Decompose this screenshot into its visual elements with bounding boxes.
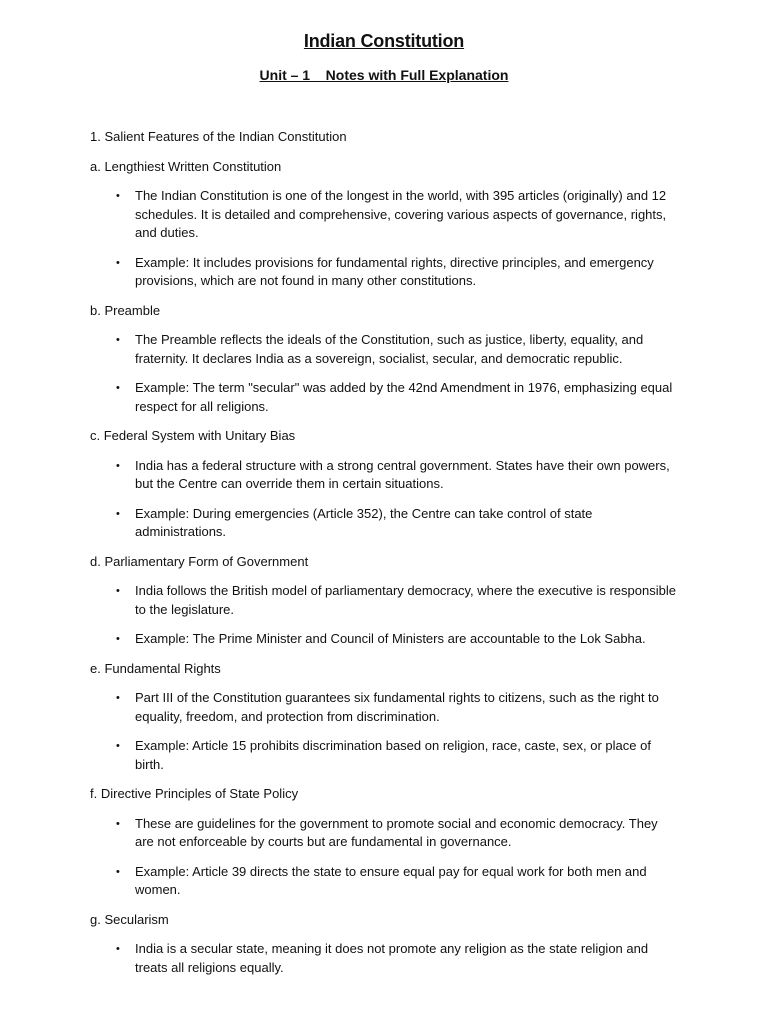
document-subtitle: Unit – 1 Notes with Full Explanation (259, 67, 509, 83)
bullet-list (90, 940, 690, 977)
feature-heading: g. Secularism (90, 911, 169, 927)
bullet-text: India has a federal structure with a strong central government. States have their own powers, but the Centre can override them in certain situations. (135, 457, 670, 491)
bullet-icon: • (116, 633, 120, 645)
bullet-item (90, 254, 680, 291)
bullet-list (90, 815, 690, 900)
bullet-text: Example: The Prime Minister and Council of Ministers are accountable to the Lok Sabha. (135, 631, 646, 646)
bullet-icon: • (116, 817, 120, 830)
bullet-text: Example: During emergencies (Article 352), the Centre can take control of state administrations. (135, 505, 593, 539)
bullet-text: Part III of the Constitution guarantees six fundamental rights to citizens, such as the right to equality, freedom, and protection from discrimination. (135, 690, 659, 724)
bullet-item (90, 689, 680, 726)
feature-section (90, 427, 690, 542)
bullet-item (90, 379, 680, 416)
feature-heading: a. Lengthiest Written Constitution (90, 158, 282, 174)
bullet-item (90, 457, 680, 494)
bullet-item (90, 187, 680, 243)
bullet-icon: • (116, 692, 120, 704)
feature-heading: b. Preamble (90, 302, 161, 318)
document-content (90, 128, 690, 988)
bullet-item (90, 940, 680, 977)
bullet-icon: • (116, 943, 120, 955)
feature-section (90, 302, 690, 417)
document-title: Indian Constitution (303, 31, 465, 51)
bullet-item (90, 863, 680, 900)
feature-section (90, 158, 690, 291)
feature-section (90, 785, 690, 900)
bullet-icon: • (116, 865, 120, 878)
feature-section (90, 553, 690, 649)
feature-list (90, 158, 690, 978)
bullet-text: Example: It includes provisions for fundamental rights, directive principles, and emergency provisions, which are not found in many other constitutions. (135, 254, 654, 288)
bullet-text: The Indian Constitution is one of the longest in the world, with 395 articles (originally) and 12 schedules. It is detailed and comprehensive, covering various aspects of governance, rights, and duties. (135, 188, 667, 240)
bullet-text: These are guidelines for the government to promote social and economic democracy. They are not enforceable by courts but are fundamental in governance. (135, 815, 658, 849)
section-heading: 1. Salient Features of the Indian Constitution (90, 129, 347, 144)
bullet-list (90, 457, 690, 542)
bullet-icon: • (116, 190, 120, 202)
bullet-text: Example: The term "secular" was added by the 42nd Amendment in 1976, emphasizing equal respect for all religions. (135, 380, 673, 414)
bullet-icon: • (116, 459, 120, 472)
bullet-item (90, 815, 680, 852)
bullet-item (90, 331, 680, 368)
feature-section (90, 911, 690, 978)
bullet-item (90, 582, 680, 619)
bullet-item (90, 505, 680, 542)
bullet-item (90, 737, 680, 774)
bullet-list (90, 689, 690, 774)
bullet-text: The Preamble reflects the ideals of the Constitution, such as justice, liberty, equality, and fraternity. It declares India as a sovereign, socialist, secular, and democratic republic. (135, 332, 644, 366)
bullet-icon: • (116, 507, 120, 520)
bullet-text: Example: Article 39 directs the state to ensure equal pay for equal work for both men and women. (135, 863, 647, 897)
feature-section (90, 660, 690, 775)
bullet-text: India is a secular state, meaning it does not promote any religion as the state religion and treats all religions equally. (135, 941, 649, 975)
bullet-icon: • (116, 256, 120, 269)
bullet-list (90, 331, 690, 416)
bullet-item (90, 630, 680, 649)
bullet-icon: • (116, 334, 120, 346)
bullet-icon: • (116, 382, 120, 394)
bullet-icon: • (116, 740, 120, 752)
bullet-icon: • (116, 585, 120, 597)
feature-heading: f. Directive Principles of State Policy (90, 786, 299, 801)
feature-heading: c. Federal System with Unitary Bias (90, 428, 296, 443)
bullet-text: India follows the British model of parliamentary democracy, where the executive is responsible to the legislature. (135, 583, 676, 617)
feature-heading: e. Fundamental Rights (90, 660, 221, 676)
bullet-list (90, 187, 690, 291)
feature-heading: d. Parliamentary Form of Government (90, 553, 309, 569)
bullet-list (90, 582, 690, 649)
bullet-text: Example: Article 15 prohibits discrimination based on religion, race, caste, sex, or place of birth. (135, 738, 651, 772)
